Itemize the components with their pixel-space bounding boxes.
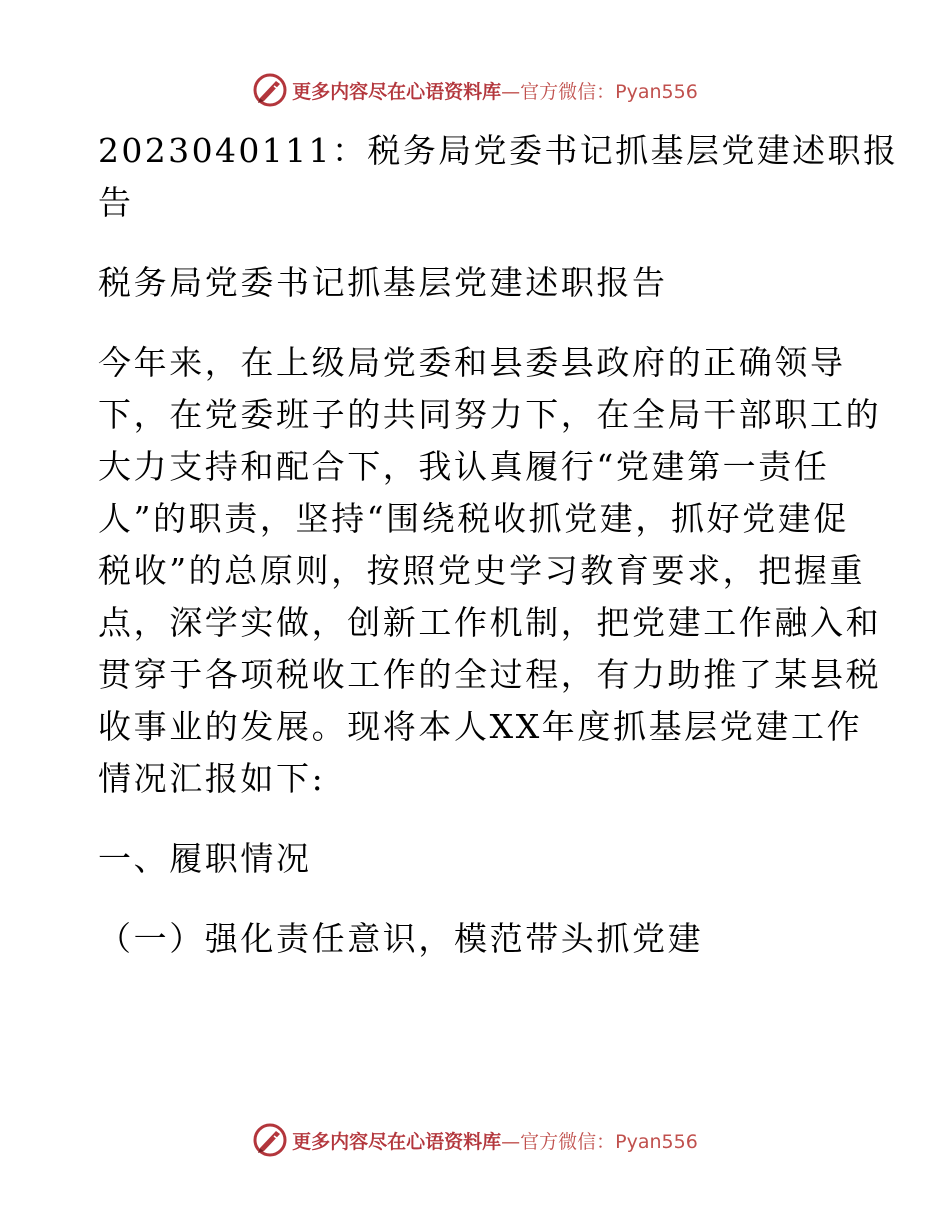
paragraph-line: 人”的职责，坚持“围绕税收抓党建，抓好党建促 <box>98 499 849 538</box>
watermark-brand-text: 更多内容尽在心语资料库 <box>292 1130 502 1153</box>
header-watermark <box>0 70 950 110</box>
paragraph-line: 贯穿于各项税收工作的全过程，有力助推了某县税 <box>98 655 882 694</box>
paragraph-line: 大力支持和配合下，我认真履行“党建第一责任 <box>98 447 830 486</box>
paragraph-line: 点，深学实做，创新工作机制，把党建工作融入和 <box>98 603 882 642</box>
document-title-line-1: 2023040111：税务局党委书记抓基层党建述职报 <box>98 131 899 170</box>
document-title-line-2: 告 <box>98 183 134 222</box>
watermark-wechat-text: —官方微信：Pyan556 <box>501 1130 698 1153</box>
intro-paragraph <box>98 337 882 805</box>
subsection-heading: （一）强化责任意识，模范带头抓党建 <box>98 919 704 958</box>
pen-logo-icon <box>252 1122 288 1158</box>
document-page <box>98 125 899 965</box>
paragraph-line: 下，在党委班子的共同努力下，在全局干部职工的 <box>98 395 882 434</box>
document-subtitle: 税务局党委书记抓基层党建述职报告 <box>98 263 668 302</box>
paragraph-line: 收事业的发展。现将本人XX年度抓基层党建工作 <box>98 707 863 746</box>
watermark-brand-text: 更多内容尽在心语资料库 <box>292 80 502 103</box>
footer-watermark <box>0 1120 950 1160</box>
section-heading: 一、履职情况 <box>98 839 312 878</box>
paragraph-line: 情况汇报如下: <box>98 759 326 798</box>
pen-logo-icon <box>252 72 288 108</box>
paragraph-line: 税收”的总原则，按照党史学习教育要求，把握重 <box>98 551 866 590</box>
watermark-wechat-text: —官方微信：Pyan556 <box>501 80 698 103</box>
paragraph-line: 今年来，在上级局党委和县委县政府的正确领导 <box>98 343 846 382</box>
